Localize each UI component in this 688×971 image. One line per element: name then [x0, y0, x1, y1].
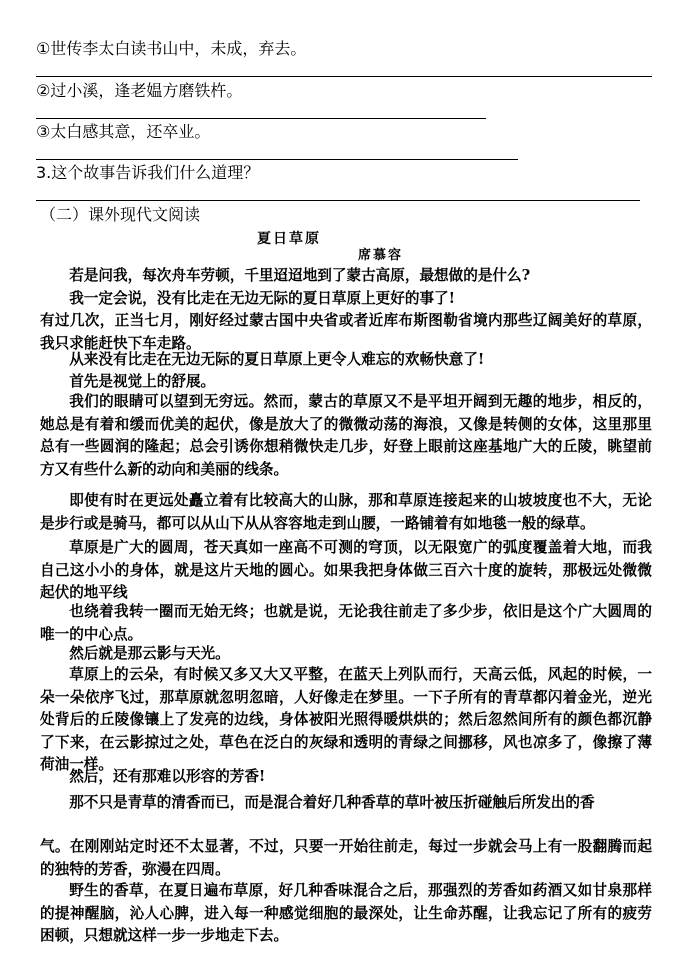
passage-author: 席慕容 — [358, 248, 404, 263]
paragraph-5: 首先是视觉上的舒展。 — [69, 373, 216, 390]
section-heading: （二）课外现代文阅读 — [40, 205, 201, 224]
paragraph-4: 从来没有比走在无边无际的夏日草原上更令人难忘的欢畅快意了! — [69, 351, 485, 368]
paragraph-12: 然后，还有那难以形容的芳香! — [69, 768, 266, 785]
answer-line-2[interactable] — [36, 118, 486, 119]
passage-title: 夏日草原 — [257, 231, 321, 247]
paragraph-8: 草原是广大的圆周，苍天真如一座高不可测的穹顶，以无限宽广的弧度覆盖着大地，而我自己这小小的身体，就是这片天地的圆心。如果我把身体做三百六十度的旋转，那极远处微微起伏的地平线 — [40, 539, 652, 602]
paragraph-11: 草原上的云朵，有时候又多又大又平整，在蓝天上列队而行，天高云低，风起的时候，一朵一朵依序飞过，那草原就忽明忽暗，人好像走在梦里。一下子所有的青草都闪着金光，逆光处背后的丘陵像镶上了发亮的边线，身体被阳光照得暖烘烘的；然后忽然间所有的颜色都沉静了下来，在云影掠过之处，草色在泛白的灰绿和透明的青绿之间挪移，风也凉多了，像擦了薄荷油一样。 — [40, 666, 652, 774]
answer-line-4[interactable] — [36, 200, 640, 201]
paragraph-9: 也绕着我转一圈而无始无终；也就是说，无论我往前走了多少步，依旧是这个广大圆周的唯一的中心点。 — [40, 603, 652, 643]
paragraph-10: 然后就是那云影与天光。 — [69, 645, 230, 662]
paragraph-3: 有过几次，正当七月，刚好经过蒙古国中央省或者近库布斯图勒省境内那些辽阔美好的草原，我只求能赶快下车走路。 — [40, 312, 652, 352]
answer-line-3[interactable] — [36, 159, 518, 160]
paragraph-6: 我们的眼睛可以望到无穷远。然而，蒙古的草原又不是平坦开阔到无趣的地步，相反的，她总是有着和缓而优美的起伏，像是放大了的微微动荡的海浪，又像是转侧的女体，这里那里总有一些圆润的隆起；总会引诱你想稍微快走几步，好登上眼前这座基地广大的丘陵，眺望前方又有些什么新的动向和美丽的线条。 — [40, 393, 652, 478]
paragraph-15: 野生的香草，在夏日遍布草原，好几种香味混合之后，那强烈的芳香如药酒又如甘泉那样的提神醒脑，沁人心脾，进入每一种感觉细胞的最深处，让生命苏醒，让我忘记了所有的疲劳困顿，只想就这样一步一步地走下去。 — [40, 882, 652, 945]
classical-sentence-1: ①世传李太白读书山中，未成，弃去。 — [36, 39, 307, 58]
classical-sentence-3: ③太白感其意，还卒业。 — [36, 122, 211, 141]
paragraph-14: 气。在刚刚站定时还不太显著，不过，只要一开始往前走，每过一步就会马上有一股翻腾而起的独特的芳香，弥漫在四周。 — [40, 838, 652, 878]
paragraph-7: 即使有时在更远处矗立着有比较高大的山脉，那和草原连接起来的山坡坡度也不大，无论是步行或是骑马，都可以从山下从从容容地走到山腰，一路铺着有如地毯一般的绿草。 — [40, 492, 652, 532]
answer-line-1[interactable] — [36, 76, 652, 77]
classical-sentence-2: ②过小溪，逢老媪方磨铁杵。 — [36, 81, 243, 100]
paragraph-2: 我一定会说，没有比走在无边无际的夏日草原上更好的事了! — [69, 290, 456, 307]
paragraph-1: 若是问我，每次舟车劳顿，千里迢迢地到了蒙古高原，最想做的是什么? — [69, 267, 531, 284]
question-3: 3.这个故事告诉我们什么道理？ — [36, 163, 260, 182]
paragraph-13: 那不只是青草的清香而已，而是混合着好几种香草的草叶被压折碰触后所发出的香 — [69, 794, 595, 811]
